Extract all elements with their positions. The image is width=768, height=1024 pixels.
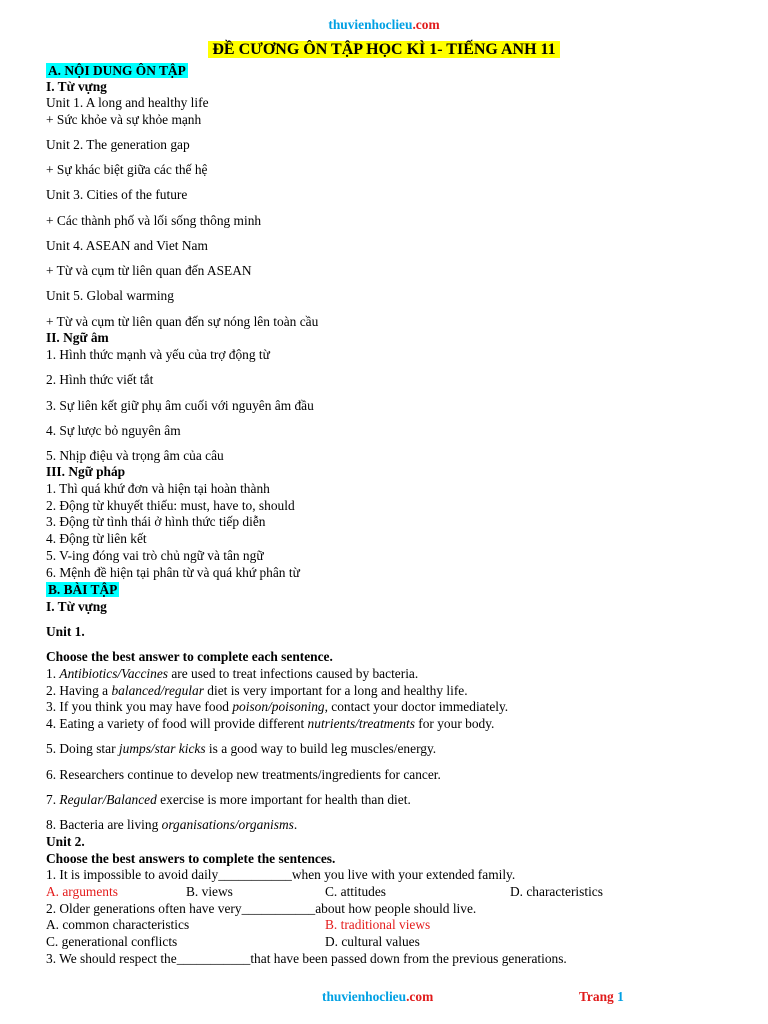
grammar-line: 4. Động từ liên kết — [46, 531, 147, 546]
answer-option: C. generational conflicts — [46, 934, 178, 949]
vocab-line: + Từ và cụm từ liên quan đến sự nóng lên toàn cầu — [46, 314, 319, 329]
unit1-heading: Unit 1. — [46, 624, 85, 639]
exercise-item: 1. Antibiotics/Vaccines are used to treat infections caused by bacteria. — [46, 666, 419, 681]
exercise-item: 7. Regular/Balanced exercise is more important for health than diet. — [46, 792, 411, 807]
site-name: thuvienhoclieu — [328, 17, 413, 32]
vocab-line: + Sức khỏe và sự khỏe mạnh — [46, 112, 202, 127]
vocab-heading: I. Từ vựng — [46, 79, 107, 94]
vocab-line: Unit 2. The generation gap — [46, 137, 190, 152]
grammar-line: 1. Thì quá khứ đơn và hiện tại hoàn thành — [46, 481, 270, 496]
phonetics-line: 1. Hình thức mạnh và yếu của trợ động từ — [46, 347, 270, 362]
unit2-instruction: Choose the best answers to complete the sentences. — [46, 851, 336, 866]
site-header — [0, 17, 768, 33]
exercise-item: 5. Doing star jumps/star kicks is a good way to build leg muscles/energy. — [46, 741, 437, 756]
answer-option: D. cultural values — [325, 934, 420, 949]
section-b-heading: B. BÀI TẬP — [48, 582, 118, 597]
vocab-line: Unit 5. Global warming — [46, 288, 174, 303]
vocab-line: Unit 3. Cities of the future — [46, 187, 188, 202]
question: 1. It is impossible to avoid daily___________when you live with your extended family. — [46, 867, 516, 882]
grammar-line: 2. Động từ khuyết thiếu: must, have to, should — [46, 498, 295, 513]
answer-option-correct: B. traditional views — [325, 917, 431, 932]
vocab-line: + Từ và cụm từ liên quan đến ASEAN — [46, 263, 252, 278]
site-domain: .com — [412, 17, 440, 32]
question: 2. Older generations often have very___________about how people should live. — [46, 901, 477, 916]
phonetics-line: 2. Hình thức viết tắt — [46, 372, 154, 387]
grammar-line: 6. Mệnh đề hiện tại phân từ và quá khứ phân từ — [46, 565, 300, 580]
phonetics-line: 5. Nhịp điệu và trọng âm của câu — [46, 448, 224, 463]
section-a-heading: A. NỘI DUNG ÔN TẬP — [48, 63, 186, 78]
phonetics-line: 4. Sự lược bỏ nguyên âm — [46, 423, 181, 438]
footer-site-domain: .com — [406, 989, 434, 1004]
exercise-item: 2. Having a balanced/regular diet is very important for a long and healthy life. — [46, 683, 468, 698]
page-number: Trang 1 — [579, 989, 624, 1004]
question: 3. We should respect the___________that have been passed down from the previous generations. — [46, 951, 567, 966]
exercise-item: 8. Bacteria are living organisations/organisms. — [46, 817, 298, 832]
phonetics-heading: II. Ngữ âm — [46, 330, 109, 345]
footer-site-name: thuvienhoclieu — [322, 989, 407, 1004]
answer-option-correct: A. arguments — [46, 884, 118, 899]
grammar-heading: III. Ngữ pháp — [46, 464, 126, 479]
vocab-line: Unit 4. ASEAN and Viet Nam — [46, 238, 208, 253]
vocab-line: Unit 1. A long and healthy life — [46, 95, 209, 110]
answer-option: C. attitudes — [325, 884, 386, 899]
site-footer — [322, 989, 433, 1005]
answer-option: B. views — [186, 884, 233, 899]
exercise-item: 4. Eating a variety of food will provide different nutrients/treatments for your body. — [46, 716, 495, 731]
grammar-line: 5. V-ing đóng vai trò chủ ngữ và tân ngữ — [46, 548, 264, 563]
document-title: ĐỀ CƯƠNG ÔN TẬP HỌC KÌ 1- TIẾNG ANH 11 — [0, 42, 768, 58]
exercise-item: 3. If you think you may have food poison/poisoning, contact your doctor immediately. — [46, 699, 509, 714]
grammar-line: 3. Động từ tình thái ở hình thức tiếp diễn — [46, 514, 266, 529]
unit2-heading: Unit 2. — [46, 834, 85, 849]
exercise-item: 6. Researchers continue to develop new treatments/ingredients for cancer. — [46, 767, 441, 782]
unit1-instruction: Choose the best answer to complete each sentence. — [46, 649, 333, 664]
vocab-line: + Sự khác biệt giữa các thế hệ — [46, 162, 208, 177]
phonetics-line: 3. Sự liên kết giữ phụ âm cuối với nguyên âm đầu — [46, 398, 314, 413]
answer-option: A. common characteristics — [46, 917, 190, 932]
exercise-vocab-heading: I. Từ vựng — [46, 599, 107, 614]
answer-option: D. characteristics — [510, 884, 603, 899]
vocab-line: + Các thành phố và lối sống thông minh — [46, 213, 262, 228]
